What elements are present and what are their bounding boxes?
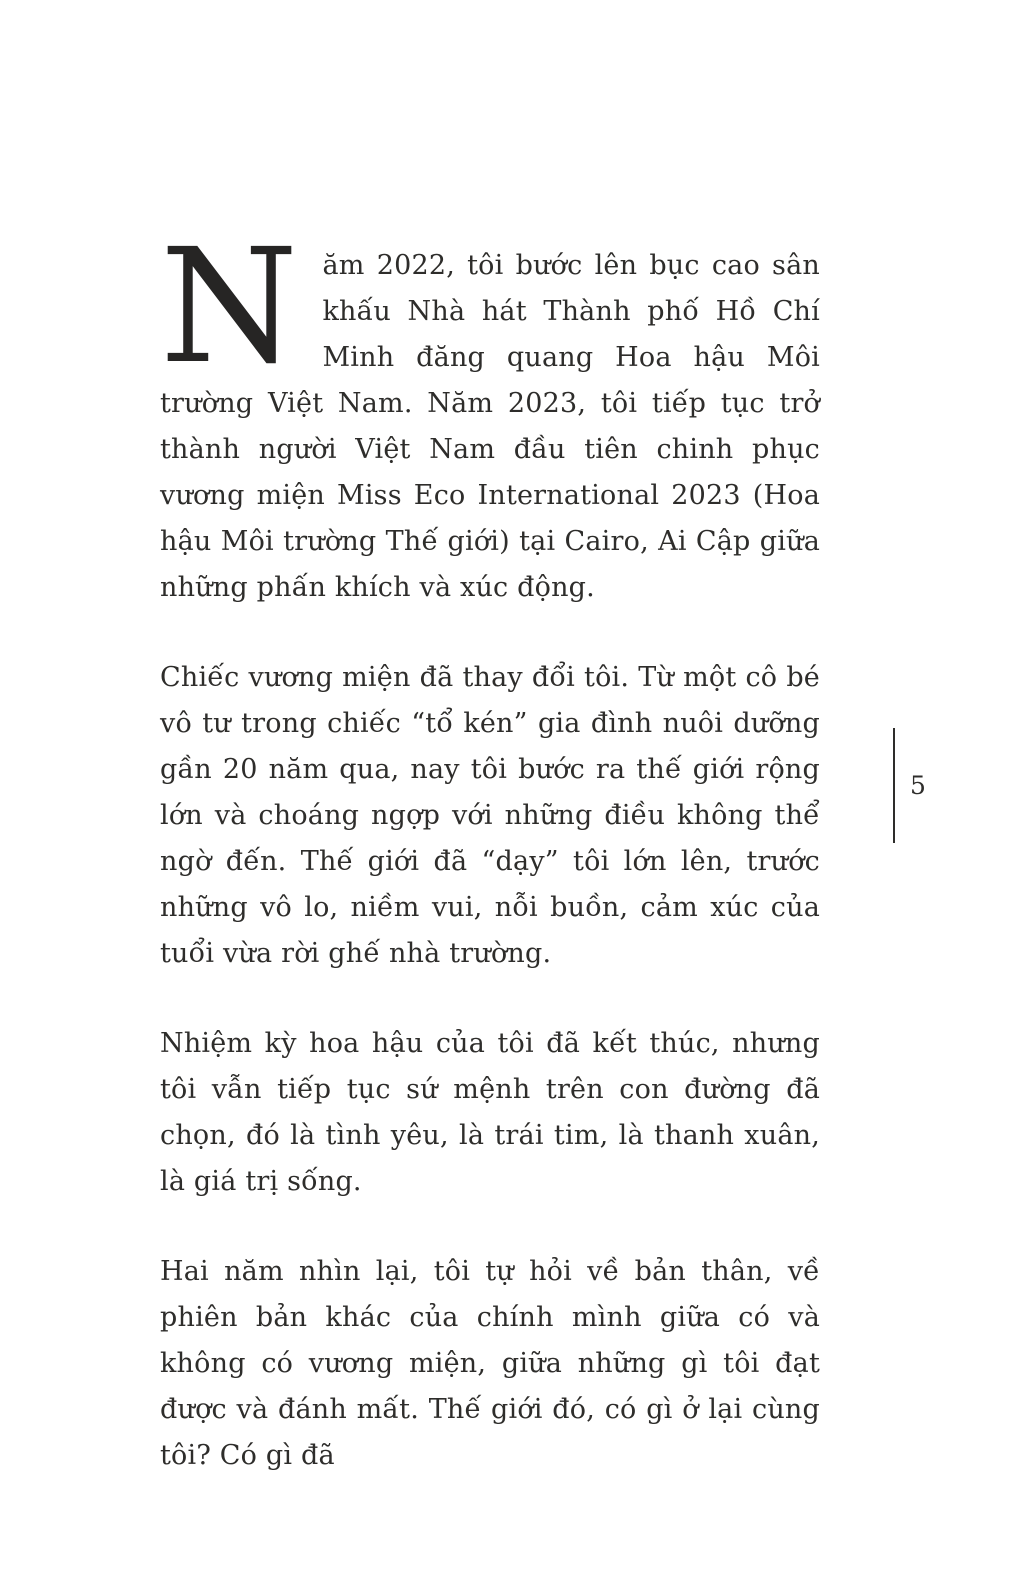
paragraph-text: ăm 2022, tôi bước lên bục cao sân khấu Nhà hát Thành phố Hồ Chí Minh đăng quang Hoa hậu Môi trường Việt Nam. Năm 2023, tôi tiếp tục trở thành người Việt Nam đầu tiên chinh phục vương miện Miss Eco International 2023 (Hoa hậu Môi trường Thế giới) tại Cairo, Ai Cập giữa những phấn khích và xúc động.	[160, 250, 820, 603]
page-number-rule	[893, 728, 895, 843]
page-number: 5	[910, 771, 926, 800]
page-text-block	[160, 215, 820, 1479]
paragraph: Nhiệm kỳ hoa hậu của tôi đã kết thúc, nhưng tôi vẫn tiếp tục sứ mệnh trên con đường đã chọn, đó là tình yêu, là trái tim, là thanh xuân, là giá trị sống.	[160, 1028, 820, 1197]
paragraph: Hai năm nhìn lại, tôi tự hỏi về bản thân, về phiên bản khác của chính mình giữa có và không có vương miện, giữa những gì tôi đạt được và đánh mất. Thế giới đó, có gì ở lại cùng tôi? Có gì đã	[160, 1256, 820, 1471]
paragraph-opening	[160, 215, 820, 611]
paragraph: Chiếc vương miện đã thay đổi tôi. Từ một cô bé vô tư trong chiếc “tổ kén” gia đình nuôi dưỡng gần 20 năm qua, nay tôi bước ra thế giới rộng lớn và choáng ngợp với những điều không thể ngờ đến. Thế giới đã “dạy” tôi lớn lên, trước những vô lo, niềm vui, nỗi buồn, cảm xúc của tuổi vừa rời ghế nhà trường.	[160, 662, 820, 969]
dropcap-letter: N	[160, 215, 299, 399]
